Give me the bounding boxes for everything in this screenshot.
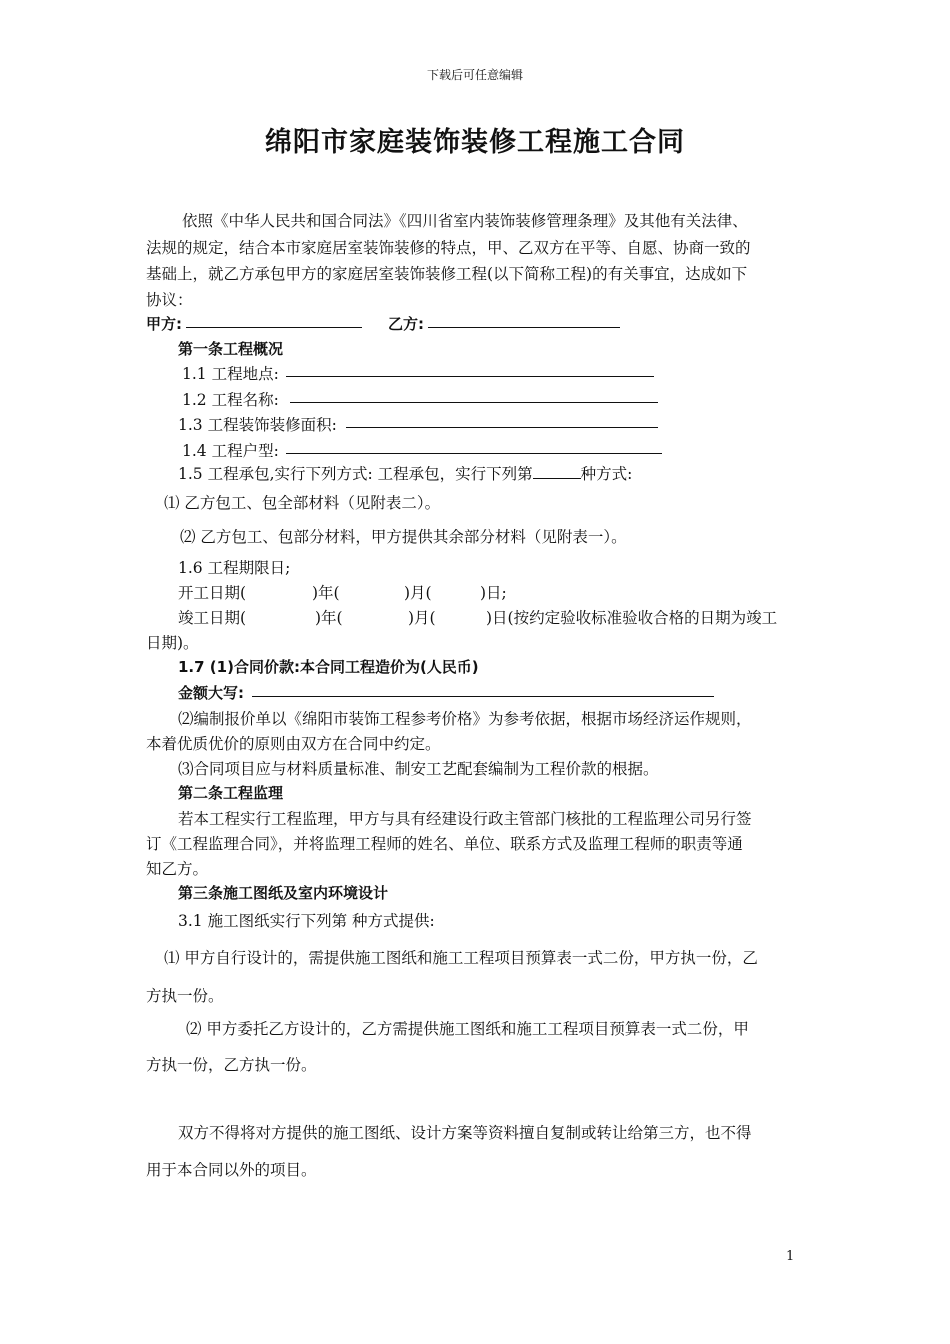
unit-type-blank[interactable] (286, 439, 662, 454)
method-choice-blank[interactable] (533, 464, 581, 479)
item-1-3: 1.3 工程装饰装修面积: (178, 416, 337, 434)
project-name-blank[interactable] (290, 388, 658, 403)
start-month: )月( (404, 584, 432, 602)
end-month: )月( (408, 609, 436, 627)
start-year: )年( (312, 584, 340, 602)
item-1-2: 1.2 工程名称: (182, 391, 279, 409)
article-3-option-2-line-1: ⑵ 甲方委托乙方设计的，乙方需提供施工图纸和施工工程项目预算表一式二份，甲 (186, 1020, 749, 1038)
price-clause-3: ⑶合同项目应与材料质量标准、制安工艺配套编制为工程价款的根据。 (178, 760, 659, 778)
item-1-5-suffix: 种方式: (580, 465, 633, 483)
item-1-6: 1.6 工程期限日; (178, 559, 291, 577)
price-clause-2-line-2: 本着优质优价的原则由双方在合同中约定。 (146, 735, 441, 753)
end-year: )年( (315, 609, 343, 627)
item-1-1: 1.1 工程地点: (182, 365, 279, 383)
page-number: 1 (786, 1249, 795, 1264)
amount-label: 金额大写: (178, 684, 244, 702)
article-3-option-2-line-2: 方执一份，乙方执一份。 (146, 1056, 317, 1074)
article-2-heading: 第二条工程监理 (178, 784, 284, 802)
article-2-line-1: 若本工程实行工程监理，甲方与具有经建设行政主管部门核批的工程监理公司另行签 (178, 810, 752, 828)
intro-line-3: 基础上，就乙方承包甲方的家庭居室装饰装修工程(以下简称工程)的有关事宜，达成如下 (146, 265, 748, 283)
party-b-blank[interactable] (428, 313, 620, 328)
end-date-label: 竣工日期( (178, 609, 247, 627)
location-blank[interactable] (286, 362, 654, 377)
party-b-label: 乙方: (388, 315, 424, 333)
article-1-heading: 第一条工程概况 (178, 340, 284, 358)
confidentiality-line-2: 用于本合同以外的项目。 (146, 1161, 317, 1179)
item-1-7: 1.7 (1)合同价款:本合同工程造价为(人民币) (178, 658, 479, 676)
start-day: )日; (480, 584, 507, 602)
option-2: ⑵ 乙方包工、包部分材料，甲方提供其余部分材料（见附表一）。 (180, 528, 627, 546)
party-a-blank[interactable] (186, 313, 362, 328)
article-2-line-3: 知乙方。 (146, 860, 209, 878)
amount-blank[interactable] (252, 682, 714, 697)
option-1: ⑴ 乙方包工、包全部材料（见附表二）。 (164, 494, 441, 512)
download-note: 下载后可任意编辑 (426, 68, 523, 82)
item-1-5 (178, 462, 632, 484)
contract-title: 绵阳市家庭装饰装修工程施工合同 (265, 127, 685, 158)
intro-line-4: 协议： (146, 291, 193, 309)
party-a-label: 甲方: (146, 315, 182, 333)
area-blank[interactable] (346, 413, 658, 428)
price-clause-2-line-1: ⑵编制报价单以《绵阳市装饰工程参考价格》为参考依据，根据市场经济运作规则， (178, 710, 752, 728)
item-1-5-text: 1.5 工程承包,实行下列方式: 工程承包，实行下列第 (178, 465, 533, 483)
article-3-heading: 第三条施工图纸及室内环境设计 (178, 884, 389, 902)
article-3-option-1-line-1: ⑴ 甲方自行设计的，需提供施工图纸和施工工程项目预算表一式二份，甲方执一份，乙 (164, 949, 758, 967)
item-3-1: 3.1 施工图纸实行下列第 种方式提供: (178, 912, 435, 930)
item-1-4: 1.4 工程户型: (182, 442, 279, 460)
start-date-label: 开工日期( (178, 584, 247, 602)
intro-line-2: 法规的规定，结合本市家庭居室装饰装修的特点，甲、乙双方在平等、自愿、协商一致的 (146, 239, 751, 257)
article-2-line-2: 订《工程监理合同》，并将监理工程师的姓名、单位、联系方式及监理工程师的职责等通 (146, 835, 743, 853)
intro-line-1: 依照《中华人民共和国合同法》《四川省室内装饰装修管理条理》及其他有关法律、 (182, 212, 748, 230)
confidentiality-line-1: 双方不得将对方提供的施工图纸、设计方案等资料擅自复制或转让给第三方，也不得 (178, 1124, 752, 1142)
article-3-option-1-line-2: 方执一份。 (146, 987, 224, 1005)
end-date-cont: 日期)。 (146, 634, 199, 652)
end-day: )日(按约定验收标准验收合格的日期为竣工 (486, 609, 778, 627)
